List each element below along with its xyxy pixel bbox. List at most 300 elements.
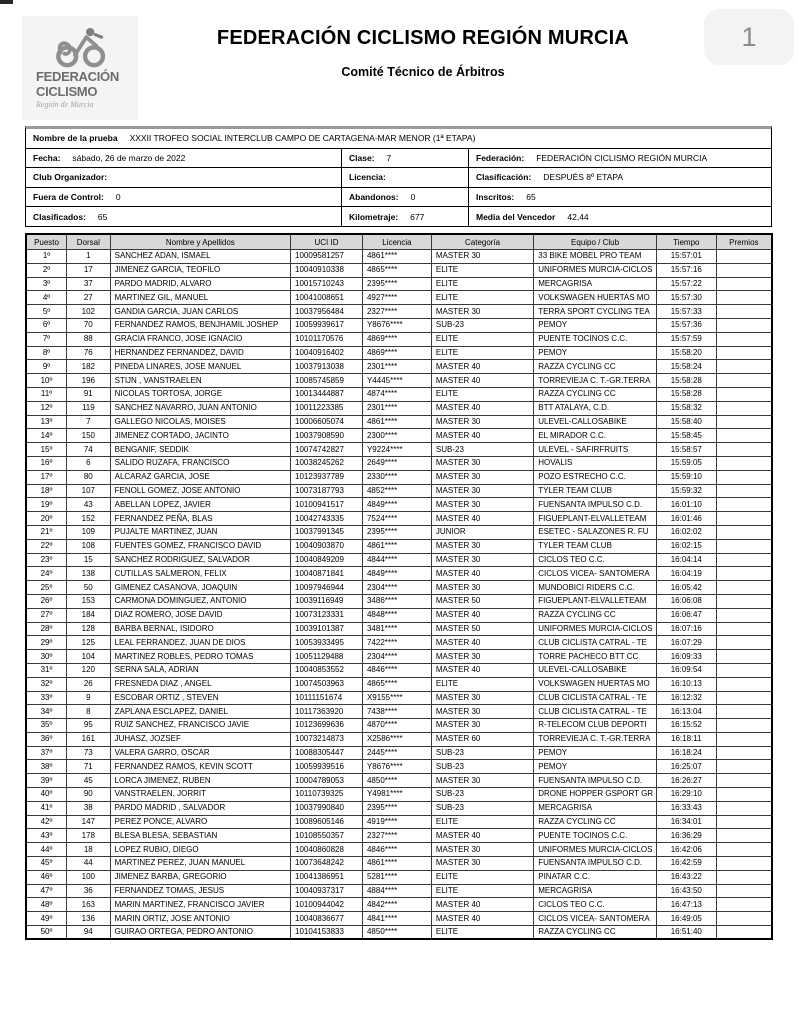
cell-dorsal: 44: [67, 857, 111, 871]
cell-tiempo: 15:57:30: [656, 291, 716, 305]
cell-puesto: 42º: [26, 815, 67, 829]
cell-tiempo: 16:02:02: [656, 525, 716, 539]
cell-puesto: 6º: [26, 318, 67, 332]
cell-puesto: 29º: [26, 636, 67, 650]
cell-equipo-club: FUENSANTA IMPULSO C.D.: [534, 774, 657, 788]
cell-equipo-club: PUENTE TOCINOS C.C.: [534, 332, 657, 346]
cell-uci-id: 10123937789: [291, 470, 363, 484]
cell-dorsal: 178: [67, 829, 111, 843]
cell-categoria: MASTER 30: [431, 691, 533, 705]
info-label: Clase:: [349, 152, 375, 163]
cell-dorsal: 90: [67, 788, 111, 802]
table-row: [26, 401, 772, 415]
info-label: Clasificación:: [476, 172, 532, 183]
cell-dorsal: 17: [67, 263, 111, 277]
cell-equipo-club: MERCAGRISA: [534, 801, 657, 815]
cell-puesto: 50º: [26, 926, 67, 940]
cell-licencia: 4884****: [362, 884, 431, 898]
cell-tiempo: 16:42:06: [656, 843, 716, 857]
cell-uci-id: 10073214873: [291, 732, 363, 746]
info-cell: [341, 149, 468, 168]
table-row: [26, 360, 772, 374]
cell-puesto: 45º: [26, 857, 67, 871]
cell-nombre: GANDIA GARCIA, JUAN CARLOS: [110, 305, 290, 319]
cell-licencia: 4849****: [362, 498, 431, 512]
info-label: Fuera de Control:: [33, 192, 104, 203]
cell-puesto: 32º: [26, 677, 67, 691]
cell-nombre: LEAL FERRANDEZ, JUAN DE DIOS: [110, 636, 290, 650]
cell-tiempo: 16:47:13: [656, 898, 716, 912]
cell-tiempo: 16:09:54: [656, 663, 716, 677]
info-label: Kilometraje:: [349, 211, 399, 222]
info-label: Licencia:: [349, 172, 386, 183]
cell-nombre: MARTINEZ ROBLES, PEDRO TOMAS: [110, 650, 290, 664]
cell-dorsal: 37: [67, 277, 111, 291]
logo-text-line1: FEDERACIÓN: [36, 68, 119, 84]
cell-categoria: MASTER 30: [431, 305, 533, 319]
cell-tiempo: 16:04:19: [656, 567, 716, 581]
info-value: 42,44: [567, 211, 589, 222]
cell-puesto: 23º: [26, 553, 67, 567]
cell-puesto: 5º: [26, 305, 67, 319]
cell-nombre: PUJALTE MARTINEZ, JUAN: [110, 525, 290, 539]
info-label: Abandonos:: [349, 192, 399, 203]
cell-dorsal: 71: [67, 760, 111, 774]
cell-dorsal: 27: [67, 291, 111, 305]
cell-dorsal: 8: [67, 705, 111, 719]
cell-puesto: 21º: [26, 525, 67, 539]
cell-premios: [716, 401, 772, 415]
cell-equipo-club: TORRE PACHECO BTT CC: [534, 650, 657, 664]
cell-tiempo: 16:43:50: [656, 884, 716, 898]
cell-premios: [716, 484, 772, 498]
cell-categoria: MASTER 50: [431, 594, 533, 608]
cell-tiempo: 15:58:45: [656, 429, 716, 443]
table-row: [26, 870, 772, 884]
table-row: [26, 732, 772, 746]
cell-categoria: SUB-23: [431, 318, 533, 332]
cell-equipo-club: MERCAGRISA: [534, 884, 657, 898]
cell-dorsal: 182: [67, 360, 111, 374]
cell-equipo-club: PEMOY: [534, 746, 657, 760]
cell-licencia: Y4981****: [362, 788, 431, 802]
info-row: [26, 129, 771, 148]
cell-premios: [716, 443, 772, 457]
cell-uci-id: 10104153833: [291, 926, 363, 940]
cell-nombre: LOPEZ RUBIO, DIEGO: [110, 843, 290, 857]
cell-premios: [716, 829, 772, 843]
table-row: [26, 705, 772, 719]
cell-categoria: MASTER 30: [431, 484, 533, 498]
cell-dorsal: 38: [67, 801, 111, 815]
cell-tiempo: 16:06:47: [656, 608, 716, 622]
cell-tiempo: 15:59:32: [656, 484, 716, 498]
cell-uci-id: 10117363920: [291, 705, 363, 719]
cell-puesto: 25º: [26, 581, 67, 595]
cell-categoria: ELITE: [431, 387, 533, 401]
cell-tiempo: 15:57:33: [656, 305, 716, 319]
cell-equipo-club: TYLER TEAM CLUB: [534, 539, 657, 553]
cell-uci-id: 10111151674: [291, 691, 363, 705]
cell-licencia: 2304****: [362, 650, 431, 664]
cell-licencia: 2304****: [362, 581, 431, 595]
cell-equipo-club: CLUB CICLISTA CATRAL - TE: [534, 636, 657, 650]
cell-tiempo: 16:51:40: [656, 926, 716, 940]
cell-uci-id: 10042743335: [291, 512, 363, 526]
cell-dorsal: 80: [67, 470, 111, 484]
cell-equipo-club: VOLKSWAGEN HUERTAS MO: [534, 291, 657, 305]
table-row: [26, 277, 772, 291]
cell-categoria: MASTER 40: [431, 608, 533, 622]
cell-equipo-club: RAZZA CYCLING CC: [534, 608, 657, 622]
cell-licencia: 2649****: [362, 456, 431, 470]
table-row: [26, 539, 772, 553]
cell-nombre: GALLEGO NICOLAS, MOISES: [110, 415, 290, 429]
cell-tiempo: 16:34:01: [656, 815, 716, 829]
cell-dorsal: 36: [67, 884, 111, 898]
cell-licencia: 3481****: [362, 622, 431, 636]
cell-puesto: 33º: [26, 691, 67, 705]
table-row: [26, 470, 772, 484]
cell-equipo-club: CICLOS TEO C.C.: [534, 553, 657, 567]
info-cell: [341, 188, 468, 207]
cell-categoria: MASTER 40: [431, 512, 533, 526]
cell-dorsal: 108: [67, 539, 111, 553]
cell-uci-id: 10108550357: [291, 829, 363, 843]
cell-equipo-club: UNIFORMES MURCIA-CICLOS: [534, 622, 657, 636]
cell-puesto: 41º: [26, 801, 67, 815]
cell-premios: [716, 539, 772, 553]
cell-nombre: FERNANDEZ PEÑA, BLAS: [110, 512, 290, 526]
cell-nombre: NICOLAS TORTOSA, JORGE: [110, 387, 290, 401]
cell-dorsal: 153: [67, 594, 111, 608]
cell-dorsal: 43: [67, 498, 111, 512]
cell-licencia: 4927****: [362, 291, 431, 305]
info-cell: [26, 149, 341, 168]
info-cell: [26, 129, 771, 148]
table-row: [26, 387, 772, 401]
cell-categoria: MASTER 30: [431, 250, 533, 264]
cell-dorsal: 6: [67, 456, 111, 470]
cell-premios: [716, 912, 772, 926]
cell-premios: [716, 470, 772, 484]
cell-categoria: ELITE: [431, 291, 533, 305]
info-value: DESPUÉS 8º ETAPA: [543, 172, 624, 183]
cell-licencia: 7438****: [362, 705, 431, 719]
cell-categoria: MASTER 40: [431, 360, 533, 374]
cell-nombre: JIMENEZ BARBA, GREGORIO: [110, 870, 290, 884]
cell-tiempo: 16:18:24: [656, 746, 716, 760]
cell-tiempo: 16:10:13: [656, 677, 716, 691]
cell-licencia: 4861****: [362, 857, 431, 871]
cell-dorsal: 95: [67, 719, 111, 733]
cell-categoria: MASTER 30: [431, 498, 533, 512]
cyclist-icon: [48, 27, 112, 69]
cell-categoria: MASTER 30: [431, 650, 533, 664]
cell-puesto: 19º: [26, 498, 67, 512]
cell-nombre: PEREZ PONCE, ALVARO: [110, 815, 290, 829]
cell-puesto: 28º: [26, 622, 67, 636]
cell-premios: [716, 774, 772, 788]
cell-categoria: JUNIOR: [431, 525, 533, 539]
cell-nombre: SANCHEZ NAVARRO, JUAN ANTONIO: [110, 401, 290, 415]
table-row: [26, 374, 772, 388]
cell-tiempo: 16:33:43: [656, 801, 716, 815]
cell-licencia: 7524****: [362, 512, 431, 526]
cell-equipo-club: MERCAGRISA: [534, 277, 657, 291]
cell-nombre: PARDO MADRID , SALVADOR: [110, 801, 290, 815]
cell-categoria: MASTER 30: [431, 456, 533, 470]
cell-dorsal: 125: [67, 636, 111, 650]
cell-uci-id: 10053933495: [291, 636, 363, 650]
cell-uci-id: 10041386951: [291, 870, 363, 884]
cell-tiempo: 16:18:11: [656, 732, 716, 746]
cell-categoria: MASTER 50: [431, 622, 533, 636]
table-row: [26, 774, 772, 788]
cell-nombre: MARIN MARTINEZ, FRANCISCO JAVIER: [110, 898, 290, 912]
cell-dorsal: 120: [67, 663, 111, 677]
table-row: [26, 429, 772, 443]
cell-equipo-club: CICLOS VICEA- SANTOMERA: [534, 912, 657, 926]
cell-equipo-club: FIGUEPLANT-ELVALLETEAM: [534, 512, 657, 526]
cell-premios: [716, 567, 772, 581]
info-row: [26, 187, 771, 207]
table-row: [26, 305, 772, 319]
cell-premios: [716, 788, 772, 802]
cell-categoria: MASTER 40: [431, 912, 533, 926]
table-row: [26, 512, 772, 526]
cell-equipo-club: CLUB CICLISTA CATRAL - TE: [534, 691, 657, 705]
cell-categoria: ELITE: [431, 346, 533, 360]
cell-licencia: 4850****: [362, 926, 431, 940]
cell-puesto: 15º: [26, 443, 67, 457]
cell-puesto: 35º: [26, 719, 67, 733]
cell-licencia: 7422****: [362, 636, 431, 650]
cell-nombre: SERNA SALA, ADRIAN: [110, 663, 290, 677]
cell-premios: [716, 263, 772, 277]
cell-tiempo: 16:25:07: [656, 760, 716, 774]
cell-uci-id: 10074742827: [291, 443, 363, 457]
cell-categoria: MASTER 30: [431, 857, 533, 871]
cell-dorsal: 26: [67, 677, 111, 691]
results-tbody: [26, 250, 772, 940]
cell-puesto: 36º: [26, 732, 67, 746]
cell-categoria: MASTER 40: [431, 429, 533, 443]
table-row: [26, 346, 772, 360]
page-title: FEDERACIÓN CICLISMO REGIÓN MURCIA: [216, 27, 630, 49]
cell-nombre: ZAPLANA ESCLAPEZ, DANIEL: [110, 705, 290, 719]
cell-uci-id: 10100944042: [291, 898, 363, 912]
cell-equipo-club: PEMOY: [534, 346, 657, 360]
cell-dorsal: 9: [67, 691, 111, 705]
cell-puesto: 49º: [26, 912, 67, 926]
cell-dorsal: 70: [67, 318, 111, 332]
cell-uci-id: 10059939516: [291, 760, 363, 774]
column-header-categoria: Categoría: [431, 234, 533, 250]
cell-licencia: 4861****: [362, 250, 431, 264]
cell-nombre: ESCOBAR ORTIZ , STEVEN: [110, 691, 290, 705]
cell-tiempo: 16:02:15: [656, 539, 716, 553]
page-number: 1: [741, 21, 757, 52]
cell-premios: [716, 650, 772, 664]
cell-equipo-club: TORREVIEJA C. T.-GR.TERRA: [534, 732, 657, 746]
info-cell: [341, 207, 468, 226]
cell-licencia: 4869****: [362, 346, 431, 360]
cell-dorsal: 7: [67, 415, 111, 429]
cell-nombre: VANSTRAELEN, JORRIT: [110, 788, 290, 802]
cell-licencia: 4846****: [362, 663, 431, 677]
table-row: [26, 650, 772, 664]
info-cell: [341, 168, 468, 187]
table-row: [26, 332, 772, 346]
cell-tiempo: 16:09:33: [656, 650, 716, 664]
cell-tiempo: 16:29:10: [656, 788, 716, 802]
cell-dorsal: 18: [67, 843, 111, 857]
column-header-licencia: Licencia: [362, 234, 431, 250]
cell-dorsal: 88: [67, 332, 111, 346]
cell-licencia: 4841****: [362, 912, 431, 926]
cell-puesto: 38º: [26, 760, 67, 774]
table-row: [26, 691, 772, 705]
cell-uci-id: 10040903870: [291, 539, 363, 553]
cell-licencia: X2586****: [362, 732, 431, 746]
cell-uci-id: 10089605146: [291, 815, 363, 829]
cell-nombre: FUENTES GOMEZ, FRANCISCO DAVID: [110, 539, 290, 553]
column-header-tiempo: Tiempo: [656, 234, 716, 250]
info-cell: [468, 149, 771, 168]
cell-puesto: 27º: [26, 608, 67, 622]
cell-uci-id: 10037956484: [291, 305, 363, 319]
info-label: Club Organizador:: [33, 172, 108, 183]
cell-nombre: DIAZ ROMERO, JOSE DAVID: [110, 608, 290, 622]
cell-premios: [716, 926, 772, 940]
cell-licencia: 2300****: [362, 429, 431, 443]
cell-nombre: CUTILLAS SALMERON, FELIX: [110, 567, 290, 581]
cell-premios: [716, 843, 772, 857]
info-cell: [468, 207, 771, 226]
cell-licencia: X9155****: [362, 691, 431, 705]
cell-dorsal: 163: [67, 898, 111, 912]
cell-nombre: FERNANDEZ RAMOS, KEVIN SCOTT: [110, 760, 290, 774]
info-value: 7: [386, 152, 392, 163]
table-row: [26, 857, 772, 871]
table-row: [26, 622, 772, 636]
cell-equipo-club: UNIFORMES MURCIA-CICLOS: [534, 843, 657, 857]
cell-categoria: ELITE: [431, 870, 533, 884]
info-value: 65: [526, 192, 536, 203]
cell-categoria: ELITE: [431, 815, 533, 829]
cell-puesto: 22º: [26, 539, 67, 553]
cell-tiempo: 16:04:14: [656, 553, 716, 567]
info-cell: [26, 207, 341, 226]
table-row: [26, 291, 772, 305]
cell-categoria: SUB-23: [431, 746, 533, 760]
cell-puesto: 8º: [26, 346, 67, 360]
cell-equipo-club: R-TELECOM CLUB DEPORTI: [534, 719, 657, 733]
cell-dorsal: 152: [67, 512, 111, 526]
cell-dorsal: 107: [67, 484, 111, 498]
cell-nombre: MARIN ORTIZ, JOSE ANTONIO: [110, 912, 290, 926]
cell-uci-id: 10088305447: [291, 746, 363, 760]
cell-uci-id: 10037991345: [291, 525, 363, 539]
table-row: [26, 608, 772, 622]
info-value: XXXII TROFEO SOCIAL INTERCLUB CAMPO DE CARTAGENA-MAR MENOR (1ª ETAPA): [129, 133, 476, 144]
page-number-badge: [704, 9, 794, 65]
cell-equipo-club: FUENSANTA IMPULSO C.D.: [534, 857, 657, 871]
info-label: Clasificados:: [33, 211, 86, 222]
cell-uci-id: 10074503963: [291, 677, 363, 691]
info-value: 0: [410, 192, 416, 203]
cell-licencia: 2301****: [362, 360, 431, 374]
cell-premios: [716, 277, 772, 291]
cell-nombre: FERNANDEZ TOMAS, JESUS: [110, 884, 290, 898]
cell-dorsal: 76: [67, 346, 111, 360]
cell-uci-id: 10006605074: [291, 415, 363, 429]
cell-categoria: ELITE: [431, 332, 533, 346]
results-header-row: [26, 234, 772, 250]
cell-puesto: 1º: [26, 250, 67, 264]
cell-puesto: 12º: [26, 401, 67, 415]
cell-licencia: Y9224****: [362, 443, 431, 457]
cell-premios: [716, 498, 772, 512]
table-row: [26, 318, 772, 332]
cell-licencia: 2395****: [362, 525, 431, 539]
cell-equipo-club: RAZZA CYCLING CC: [534, 926, 657, 940]
cell-tiempo: 15:57:59: [656, 332, 716, 346]
cell-categoria: SUB-23: [431, 801, 533, 815]
cell-premios: [716, 608, 772, 622]
cell-dorsal: 119: [67, 401, 111, 415]
cell-licencia: 4861****: [362, 415, 431, 429]
page-subtitle: Comité Técnico de Árbitros: [341, 65, 505, 79]
cell-categoria: SUB-23: [431, 443, 533, 457]
cell-tiempo: 15:57:16: [656, 263, 716, 277]
cell-equipo-club: PUENTE TOCINOS C.C.: [534, 829, 657, 843]
cell-uci-id: 10004789053: [291, 774, 363, 788]
cell-puesto: 31º: [26, 663, 67, 677]
cell-equipo-club: PINATAR C.C.: [534, 870, 657, 884]
cell-tiempo: 16:49:05: [656, 912, 716, 926]
cell-licencia: Y8676****: [362, 318, 431, 332]
table-row: [26, 884, 772, 898]
cell-uci-id: 10101170576: [291, 332, 363, 346]
cell-tiempo: 15:59:05: [656, 456, 716, 470]
cell-categoria: MASTER 40: [431, 898, 533, 912]
table-row: [26, 525, 772, 539]
table-row: [26, 912, 772, 926]
cell-nombre: JUHASZ, JOZSEF: [110, 732, 290, 746]
cell-categoria: MASTER 30: [431, 539, 533, 553]
cell-premios: [716, 318, 772, 332]
cell-tiempo: 15:57:22: [656, 277, 716, 291]
cell-dorsal: 102: [67, 305, 111, 319]
cell-licencia: 2327****: [362, 829, 431, 843]
cell-categoria: MASTER 30: [431, 719, 533, 733]
table-row: [26, 926, 772, 940]
cell-dorsal: 74: [67, 443, 111, 457]
cell-categoria: MASTER 40: [431, 663, 533, 677]
cell-equipo-club: TERRA SPORT CYCLING TEA: [534, 305, 657, 319]
info-label: Inscritos:: [476, 192, 515, 203]
cell-nombre: BARBA BERNAL, ISIDORO: [110, 622, 290, 636]
cell-puesto: 20º: [26, 512, 67, 526]
cell-uci-id: 10059939617: [291, 318, 363, 332]
cell-categoria: MASTER 30: [431, 415, 533, 429]
column-header-uci-id: UCI ID: [291, 234, 363, 250]
cell-equipo-club: FUENSANTA IMPULSO C.D.: [534, 498, 657, 512]
cell-equipo-club: PEMOY: [534, 318, 657, 332]
info-label: Nombre de la prueba: [33, 133, 118, 144]
